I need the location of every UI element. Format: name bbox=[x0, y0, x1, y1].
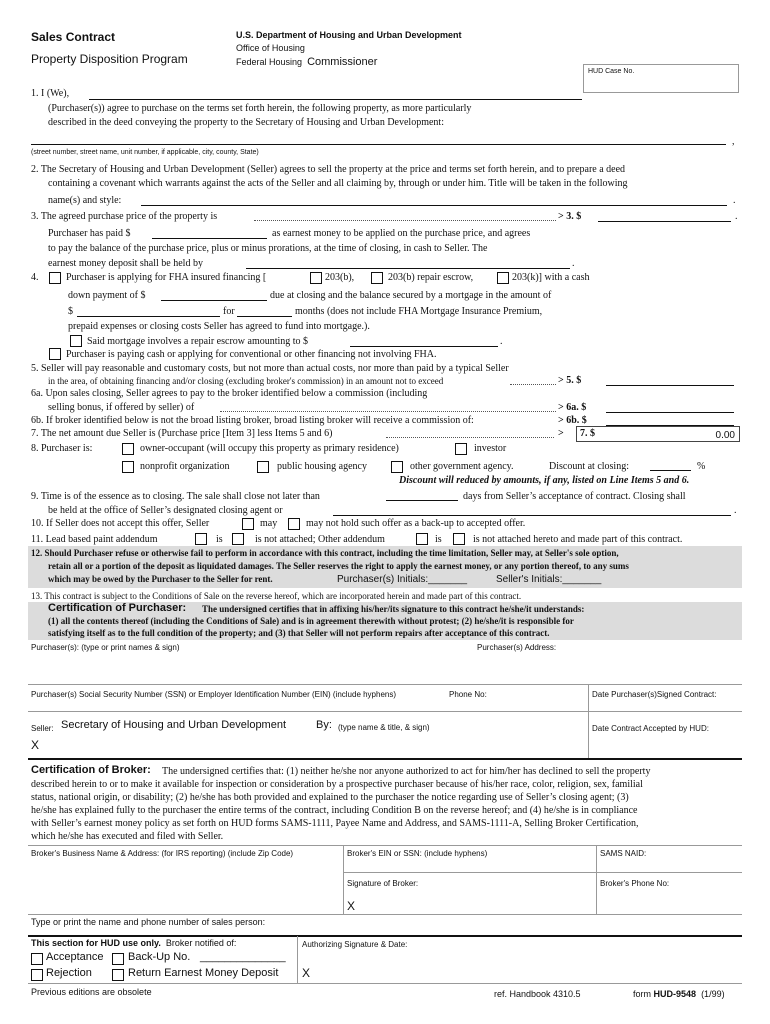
item-8-label: 8. Purchaser is: bbox=[31, 443, 93, 454]
investor-label: investor bbox=[474, 443, 507, 454]
title-name-line[interactable] bbox=[141, 205, 727, 206]
backup-label: Back-Up No. bbox=[128, 951, 191, 963]
discount-pct: % bbox=[697, 461, 706, 472]
purchaser-initials[interactable]: Purchaser(s) Initials:_______ bbox=[337, 574, 468, 585]
broker-signature-label: Signature of Broker: bbox=[347, 879, 419, 888]
hud-case-no-field[interactable] bbox=[583, 64, 739, 93]
203b-checkbox[interactable] bbox=[310, 272, 322, 284]
item-6a-leader bbox=[220, 411, 556, 412]
203b-repair-label: 203(b) repair escrow, bbox=[388, 272, 474, 283]
other-gov-label: other government agency. bbox=[410, 461, 514, 472]
item-1-prefix: 1. I (We), bbox=[31, 88, 70, 99]
addendum-is-checkbox[interactable] bbox=[416, 533, 428, 545]
office-name: Office of Housing bbox=[236, 43, 305, 53]
discount-label: Discount at closing: bbox=[549, 461, 629, 472]
lead-is-label: is bbox=[216, 534, 223, 545]
seller-costs-line[interactable] bbox=[606, 385, 734, 386]
cert-broker-heading: Certification of Broker: bbox=[31, 764, 151, 776]
form-title: Sales Contract bbox=[31, 30, 116, 44]
auth-sign-mark[interactable]: X bbox=[302, 966, 311, 980]
obsolete-note: Previous editions are obsolete bbox=[31, 987, 152, 997]
net-amount-field[interactable] bbox=[576, 426, 740, 442]
item-5-ref: > 5. $ bbox=[558, 375, 582, 386]
form-number: form HUD-9548 (1/99) bbox=[633, 989, 725, 999]
public-housing-checkbox[interactable] bbox=[257, 461, 269, 473]
item-9-line1b: days from Seller’s acceptance of contract. Closing shall bbox=[463, 491, 686, 502]
hud-section-top bbox=[28, 935, 742, 937]
seller-label: Seller: bbox=[31, 724, 54, 733]
down-payment-label: down payment of $ bbox=[68, 290, 146, 301]
closing-agent-line[interactable] bbox=[333, 515, 731, 516]
203b-label: 203(b), bbox=[325, 272, 355, 283]
sales-person-label: Type or print the name and phone number of sales person: bbox=[31, 917, 266, 927]
deposit-holder-line[interactable] bbox=[246, 268, 570, 269]
address-caption: (street number, street name, unit number, if applicable, city, county, State) bbox=[31, 149, 259, 156]
item-7-ref: > bbox=[558, 428, 564, 439]
cert-broker-line5: with Seller’s earnest money policy as set forth on HUD forms SAMS-1111, Payee Name and Address, and SAMS-1111-A, Selling Broker Certification, bbox=[31, 818, 639, 829]
repair-escrow-text: Said mortgage involves a repair escrow amounting to $ bbox=[87, 336, 309, 347]
item-12-line1: 12. Should Purchaser refuse or otherwise fail to perform in accordance with this contract, including the time limitation, Seller may, at Seller's sole option, bbox=[31, 548, 619, 558]
return-deposit-checkbox[interactable] bbox=[112, 969, 124, 981]
broker-signature-mark[interactable]: X bbox=[347, 899, 356, 913]
item-5-line1: 5. Seller will pay reasonable and customary costs, but not more than actual costs, nor more than paid by a typical Seller bbox=[31, 363, 509, 374]
repair-escrow-period: . bbox=[500, 336, 503, 347]
sams-naid-label: SAMS NAID: bbox=[600, 849, 647, 858]
by-hint: (type name & title, & sign) bbox=[338, 723, 430, 732]
item-6a-ref: > 6a. $ bbox=[558, 402, 587, 413]
owner-occupant-label: owner-occupant (will occupy this property as primary residence) bbox=[140, 443, 399, 454]
purchaser-row-divider bbox=[28, 684, 742, 685]
203k-checkbox[interactable] bbox=[497, 272, 509, 284]
nonprofit-label: nonprofit organization bbox=[140, 461, 230, 472]
mortgage-dollar: $ bbox=[68, 306, 73, 317]
broker-business-label: Broker's Business Name & Address: (for IRS reporting) (include Zip Code) bbox=[31, 849, 294, 858]
item-10-text: 10. If Seller does not accept this offer, Seller bbox=[31, 518, 210, 529]
other-gov-checkbox[interactable] bbox=[391, 461, 403, 473]
item-9-period: . bbox=[734, 505, 737, 516]
seller-sign-mark[interactable]: X bbox=[31, 738, 40, 752]
cert-broker-line3: status, national origin, or disability; (2) he/she has both provided and explained to the purchaser the notice regarding use of Seller’s closing agent; (3) bbox=[31, 792, 629, 803]
backup-number-line[interactable]: ______________ bbox=[200, 951, 286, 963]
purchaser-names-label: Purchaser(s): (type or print names & sign) bbox=[31, 643, 180, 652]
hud-case-no-label: HUD Case No. bbox=[588, 68, 635, 75]
hud-section-bottom bbox=[28, 983, 742, 984]
dept-name: U.S. Department of Housing and Urban Development bbox=[236, 30, 462, 40]
broker-phone-label: Broker's Phone No: bbox=[600, 879, 670, 888]
acceptance-label: Acceptance bbox=[46, 951, 104, 963]
lead-is-not-label: is not attached; Other addendum bbox=[255, 534, 385, 545]
cert-purchaser-heading: Certification of Purchaser: bbox=[48, 602, 187, 614]
broker-ein-label: Broker's EIN or SSN: (include hyphens) bbox=[347, 849, 488, 858]
broker-col-divider-2 bbox=[596, 845, 597, 914]
hud-col-divider bbox=[297, 936, 298, 984]
item-1-line2: (Purchaser(s)) agree to purchase on the terms set forth herein, the following property, as more particularly bbox=[48, 103, 472, 114]
item-9-line1a: 9. Time is of the essence as to closing. The sale shall close not later than bbox=[31, 491, 320, 502]
lead-is-checkbox[interactable] bbox=[195, 533, 207, 545]
item-6b-ref: > 6b. $ bbox=[558, 415, 587, 426]
repair-escrow-checkbox[interactable] bbox=[70, 335, 82, 347]
item-6b-text: 6b. If broker identified below is not the broad listing broker, broad listing broker will receive a commission of: bbox=[31, 415, 474, 426]
cert-broker-line6: which he/she has executed and filed with Seller. bbox=[31, 831, 224, 842]
owner-occupant-checkbox[interactable] bbox=[122, 443, 134, 455]
cert-broker-line2: described herein to or to make it available for inspection or consideration by a prospective purchaser because of his/her race, color, religion, sex, familial bbox=[31, 779, 643, 790]
purchase-price-line[interactable] bbox=[598, 221, 731, 222]
broker-table-bottom bbox=[28, 914, 742, 915]
backup-may-not-label: may not hold such offer as a back-up to accepted offer. bbox=[306, 518, 526, 529]
conventional-text: Purchaser is paying cash or applying for conventional or other financing not involving FHA. bbox=[66, 349, 437, 360]
down-payment-line[interactable] bbox=[161, 300, 267, 301]
purchaser-name-line[interactable] bbox=[89, 99, 582, 100]
discount-note: Discount will reduced by amounts, if any, listed on Line Items 5 and 6. bbox=[399, 475, 690, 486]
cert-purchaser-line1: The undersigned certifies that in affixing his/her/its signature to this contract he/she/it understands: bbox=[202, 604, 585, 614]
earnest-text: as earnest money to be applied on the purchase price, and agrees bbox=[272, 228, 531, 239]
return-deposit-label: Return Earnest Money Deposit bbox=[128, 967, 279, 979]
earnest-line2: to pay the balance of the purchase price, plus or minus prorations, at the time of closing, in cash to Seller. The bbox=[48, 243, 488, 254]
seller-value: Secretary of Housing and Urban Development bbox=[61, 719, 287, 731]
addendum-is-not-label: is not attached hereto and made part of this contract. bbox=[473, 534, 683, 545]
property-address-line[interactable] bbox=[31, 144, 726, 145]
item-7-label: 7. $ bbox=[580, 428, 595, 439]
item-3-ref: > 3. $ bbox=[558, 211, 582, 222]
cert-broker-line1: The undersigned certifies that: (1) neither he/she nor anyone authorized to act for him/her has declined to sell the property bbox=[162, 766, 651, 777]
date-accepted-label: Date Contract Accepted by HUD: bbox=[592, 724, 709, 733]
hud-use-heading: This section for HUD use only. Broker notified of: bbox=[31, 938, 237, 948]
ssn-label: Purchaser(s) Social Security Number (SSN) or Employer Identification Number (EIN) (include hyphens) bbox=[31, 690, 397, 699]
deposit-period: . bbox=[572, 258, 575, 269]
item-1-line3: described in the deed conveying the property to the Secretary of Housing and Urban Development: bbox=[48, 117, 444, 128]
item-6a-line2: selling bonus, if offered by seller) of bbox=[48, 402, 195, 413]
conventional-checkbox[interactable] bbox=[49, 348, 61, 360]
mortgage-months-line[interactable] bbox=[237, 316, 292, 317]
earnest-money-line[interactable] bbox=[152, 238, 267, 239]
item-1-comma: , bbox=[732, 136, 735, 147]
nonprofit-checkbox[interactable] bbox=[122, 461, 134, 473]
broker-table-top bbox=[28, 845, 742, 846]
item-3-text: 3. The agreed purchase price of the property is bbox=[31, 211, 218, 222]
rejection-checkbox[interactable] bbox=[31, 969, 43, 981]
seller-row-divider bbox=[28, 758, 742, 760]
item-5-line2: in the area, of obtaining financing and/or closing (excluding broker's commission) in an amount not to exceed bbox=[48, 376, 444, 386]
down-payment-text: due at closing and the balance secured by a mortgage in the amount of bbox=[270, 290, 552, 301]
commission-line[interactable] bbox=[606, 412, 734, 413]
net-amount-value: 0.00 bbox=[715, 430, 735, 441]
backup-may-checkbox[interactable] bbox=[242, 518, 254, 530]
handbook-ref: ref. Handbook 4310.5 bbox=[494, 989, 581, 999]
prepaid-text: prepaid expenses or closing costs Seller has agreed to fund into mortgage.). bbox=[68, 321, 370, 332]
date-signed-label: Date Purchaser(s)Signed Contract: bbox=[592, 690, 717, 699]
mortgage-months-text: months (does not include FHA Mortgage Insurance Premium, bbox=[295, 306, 543, 317]
item-6a-line1: 6a. Upon sales closing, Seller agrees to pay to the broker identified below a commission (including bbox=[31, 388, 428, 399]
item-4-num: 4. bbox=[31, 272, 39, 283]
backup-may-not-checkbox[interactable] bbox=[288, 518, 300, 530]
public-housing-label: public housing agency bbox=[277, 461, 367, 472]
item-7-text: 7. The net amount due Seller is (Purchase price [Item 3] less Items 5 and 6) bbox=[31, 428, 333, 439]
mortgage-amount-line[interactable] bbox=[77, 316, 220, 317]
earnest-prefix: Purchaser has paid $ bbox=[48, 228, 131, 239]
item-2-period: . bbox=[733, 195, 736, 206]
backup-checkbox[interactable] bbox=[112, 953, 124, 965]
seller-initials[interactable]: Seller's Initials:_______ bbox=[496, 574, 602, 585]
addendum-is-not-checkbox[interactable] bbox=[453, 533, 465, 545]
item-12-line2: retain all or a portion of the deposit as liquidated damages. The Seller reserves the right to apply the earnest money, or any portion thereof, to any sums bbox=[48, 561, 629, 571]
date-column-divider bbox=[588, 684, 589, 758]
broker-col-divider-1 bbox=[343, 845, 344, 914]
broker-inner-divider bbox=[343, 872, 742, 873]
item-2-line1: 2. The Secretary of Housing and Urban Development (Seller) agrees to sell the property at the price and terms set forth herein, and to prepare a deed bbox=[31, 164, 626, 175]
lead-is-not-checkbox[interactable] bbox=[232, 533, 244, 545]
repair-escrow-line[interactable] bbox=[350, 346, 498, 347]
item-3-leader bbox=[254, 220, 556, 221]
item-7-leader bbox=[386, 437, 554, 438]
auth-signature-label: Authorizing Signature & Date: bbox=[302, 940, 408, 949]
backup-may-label: may bbox=[260, 518, 278, 529]
acceptance-checkbox[interactable] bbox=[31, 953, 43, 965]
purchaser-address-label: Purchaser(s) Address: bbox=[477, 643, 557, 652]
item-11-text: 11. Lead based paint addendum bbox=[31, 534, 158, 545]
rejection-label: Rejection bbox=[46, 967, 92, 979]
cert-purchaser-line2: (1) all the contents thereof (including the Conditions of Sale) and is in agreement therewith without protest; (2) he/she/it is responsible for bbox=[48, 616, 574, 626]
closing-days-line[interactable] bbox=[386, 500, 458, 501]
fha-name: Federal Housing Commissioner bbox=[236, 56, 378, 68]
item-12-line3: which may be owed by the Purchaser to the Seller for rent. bbox=[48, 574, 273, 584]
program-name: Property Disposition Program bbox=[31, 52, 188, 66]
discount-line[interactable] bbox=[650, 470, 691, 471]
item-13-text: 13. This contract is subject to the Conditions of Sale on the reverse hereof, which are incorporated herein and made part of this contract. bbox=[31, 591, 522, 601]
investor-checkbox[interactable] bbox=[455, 443, 467, 455]
item-2-line3: name(s) and style: bbox=[48, 195, 122, 206]
item-9-line2: be held at the office of Seller’s designated closing agent or bbox=[48, 505, 283, 516]
item-3-period: . bbox=[735, 211, 738, 222]
fha-financing-text: Purchaser is applying for FHA insured financing [ bbox=[66, 272, 267, 283]
item-5-leader bbox=[510, 384, 556, 385]
mortgage-for: for bbox=[223, 306, 235, 317]
addendum-is-label: is bbox=[435, 534, 442, 545]
ssn-row-divider bbox=[28, 711, 742, 712]
203b-repair-checkbox[interactable] bbox=[371, 272, 383, 284]
fha-financing-checkbox[interactable] bbox=[49, 272, 61, 284]
cert-broker-line4: he/she has explained fully to the purchaser the entire terms of the contract, including Condition B on the reverse hereof; and (4) he/she is in compliance bbox=[31, 805, 638, 816]
203k-label: 203(k)] with a cash bbox=[512, 272, 590, 283]
phone-label: Phone No: bbox=[449, 690, 487, 699]
by-label: By: bbox=[316, 719, 332, 731]
earnest-line3: earnest money deposit shall be held by bbox=[48, 258, 203, 269]
item-2-line2: containing a covenant which warrants against the acts of the Seller and all claiming by, through or under him. Title will be taken in the following bbox=[48, 178, 628, 189]
cert-purchaser-line3: satisfying itself as to the full condition of the property; and (3) that Seller will not perform repairs after acceptance of this contract. bbox=[48, 628, 550, 638]
